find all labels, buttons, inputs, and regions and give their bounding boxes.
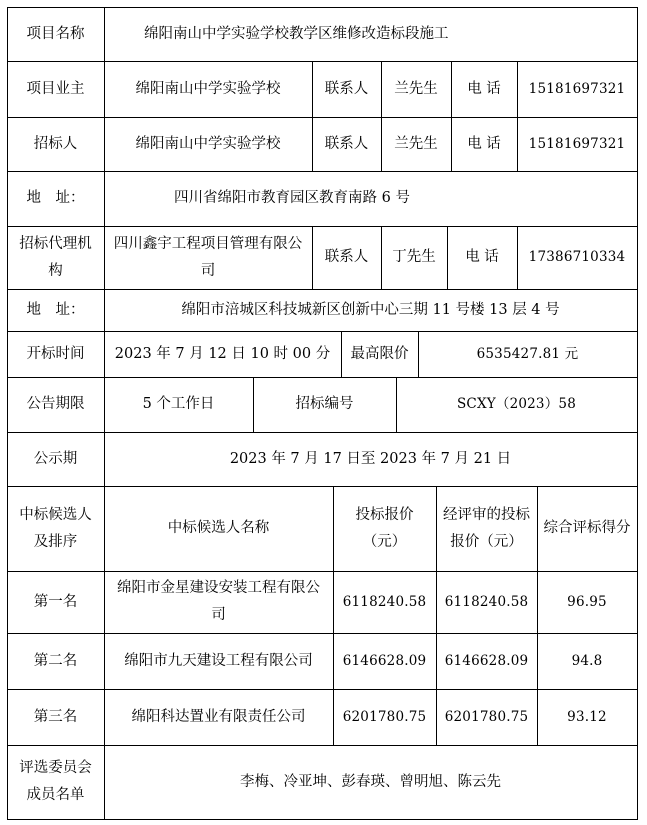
agency-address-label: 地 址：	[26, 301, 85, 318]
max-price-label: 最高限价	[350, 345, 409, 362]
publicity-label: 公示期	[33, 450, 78, 467]
tender-code: SCXY（2023）58	[456, 396, 577, 412]
tenderer-contact: 兰先生	[394, 135, 438, 152]
header-bid: 投标报价（元）	[355, 506, 414, 550]
agency-phone: 17386710334	[528, 249, 626, 265]
table-row-rank: 第三名	[33, 708, 78, 725]
tenderer-label: 招标人	[33, 135, 78, 152]
agency-phone-label: 电 话	[465, 249, 499, 265]
owner-phone-label: 电 话	[467, 80, 501, 97]
owner-value: 绵阳南山中学实验学校	[135, 80, 281, 97]
table-row-reviewed: 6146628.09	[444, 652, 529, 669]
header-name: 中标候选人名称	[167, 520, 270, 536]
notice-period: 5 个工作日	[142, 396, 215, 412]
table-row-name: 绵阳市九天建设工程有限公司	[124, 652, 313, 669]
owner-label: 项目业主	[26, 80, 85, 97]
table-row-name: 绵阳科达置业有限责任公司	[131, 708, 306, 725]
table-row-bid: 6201780.75	[342, 708, 427, 725]
tenderer-phone: 15181697321	[528, 135, 626, 152]
table-row-reviewed: 6201780.75	[444, 708, 529, 725]
agency-value: 四川鑫宇工程项目管理有限公司	[113, 235, 303, 279]
tenderer-address-label: 地 址：	[26, 190, 85, 206]
tenderer-phone-label: 电 话	[467, 135, 501, 152]
table-row-rank: 第一名	[33, 593, 78, 610]
owner-contact: 兰先生	[394, 80, 438, 97]
tenderer-value: 绵阳南山中学实验学校	[135, 135, 281, 152]
opening-time-label: 开标时间	[26, 345, 85, 362]
tenderer-contact-label: 联系人	[324, 135, 369, 152]
max-price: 6535427.81 元	[476, 345, 579, 362]
table-row-score: 96.95	[567, 593, 607, 610]
committee-label: 评选委员会成员名单	[19, 760, 92, 803]
agency-contact: 丁先生	[392, 249, 436, 265]
owner-phone: 15181697321	[528, 80, 626, 97]
project-name-value: 绵阳南山中学实验学校教学区维修改造标段施工	[144, 25, 449, 42]
agency-contact-label: 联系人	[324, 249, 369, 265]
agency-label: 招标代理机构	[19, 235, 92, 279]
opening-time: 2023 年 7 月 12 日 10 时 00 分	[114, 345, 331, 362]
table-row-name: 绵阳市金星建设安装工程有限公司	[117, 580, 320, 623]
header-reviewed: 经评审的投标报价（元）	[443, 506, 530, 550]
header-rank: 中标候选人及排序	[19, 506, 92, 550]
agency-address: 绵阳市涪城区科技城新区创新中心三期 11 号楼 13 层 4 号	[181, 301, 560, 318]
tender-code-label: 招标编号	[295, 396, 354, 412]
notice-period-label: 公告期限	[26, 396, 85, 412]
project-name-label: 项目名称	[26, 25, 85, 42]
committee-members: 李梅、冷亚坤、彭春瑛、曾明旭、陈云先	[240, 773, 501, 790]
tenderer-address: 四川省绵阳市教育园区教育南路 6 号	[174, 190, 410, 206]
table-row-score: 94.8	[571, 652, 603, 669]
table-row-reviewed: 6118240.58	[444, 593, 529, 610]
publicity-period: 2023 年 7 月 17 日至 2023 年 7 月 21 日	[229, 450, 512, 467]
owner-contact-label: 联系人	[324, 80, 369, 97]
table-row-bid: 6118240.58	[342, 593, 427, 610]
table-row-score: 93.12	[567, 708, 607, 725]
table-row-rank: 第二名	[33, 652, 78, 669]
header-score: 综合评标得分	[543, 520, 631, 536]
table-row-bid: 6146628.09	[342, 652, 427, 669]
